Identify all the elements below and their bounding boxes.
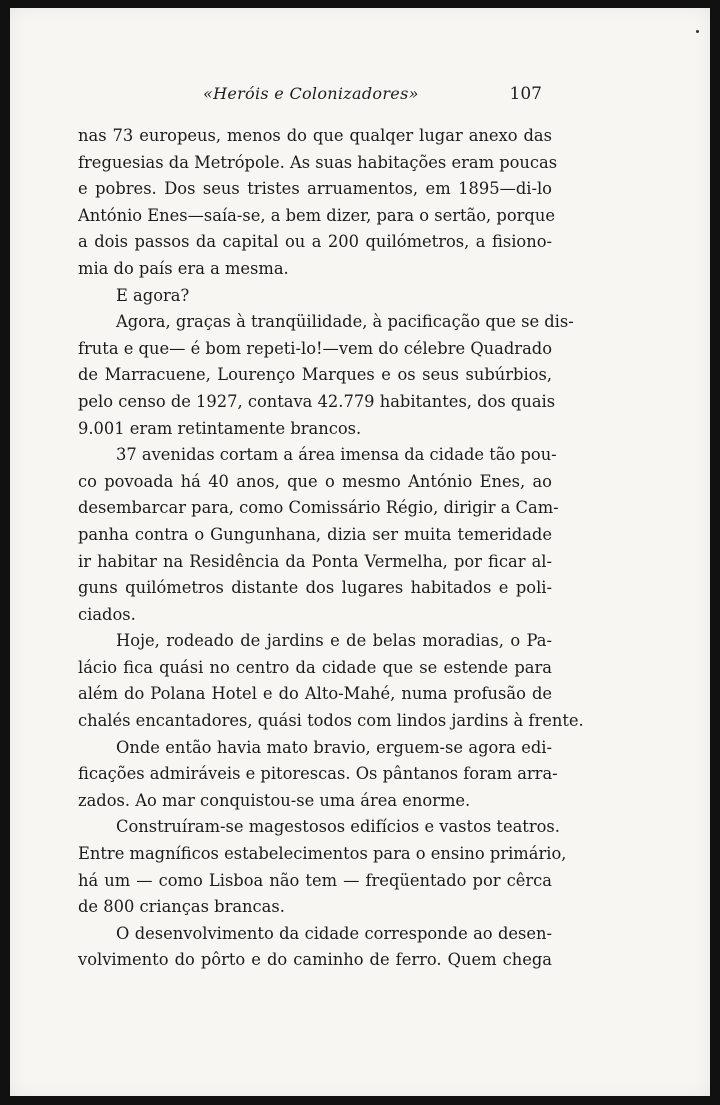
text-line: desembarcar para, como Comissário Régio, dirigir a Cam- [78,498,559,518]
text-line: 9.001 eram retintamente brancos. [78,418,362,438]
text-line: guns quilómetros distante dos lugares habitados e poli- [78,578,552,598]
text-line: fruta e que— é bom repeti-lo!—vem do célebre Quadrado [78,338,552,358]
text-line: panha contra o Gungunhana, dizia ser muita temeridade [78,524,552,544]
text-line: lácio fica quási no centro da cidade que se estende para [78,657,552,677]
text-line: Construíram-se magestosos edifícios e vastos teatros. [116,817,560,837]
text-line: António Enes—saía-se, a bem dizer, para o sertão, porque [78,205,555,225]
running-title: «Heróis e Colonizadores» [203,84,419,103]
text-line: pelo censo de 1927, contava 42.779 habitantes, dos quais [78,391,556,411]
text-line: Agora, graças à tranqüilidade, à pacificação que se dis- [116,312,574,332]
text-line: Hoje, rodeado de jardins e de belas moradias, o Pa- [116,631,552,651]
text-line: 37 avenidas cortam a área imensa da cidade tão pou- [116,445,557,465]
running-head [78,84,548,110]
text-line: e pobres. Dos seus tristes arruamentos, em 1895—di-lo [78,179,552,199]
page-number: 107 [509,84,542,104]
text-line: freguesias da Metrópole. As suas habitações eram poucas [78,152,558,172]
text-line: Onde então havia mato bravio, erguem-se agora edi- [116,737,552,757]
body-text [78,123,584,974]
text-line: de Marracuene, Lourenço Marques e os seus subúrbios, [78,365,552,385]
text-line: volvimento do pôrto e do caminho de ferro. Quem chega [78,950,552,970]
text-line: nas 73 europeus, menos do que qualqer lugar anexo das [78,126,552,145]
text-line: há um — como Lisboa não tem — freqüentado por cêrca [78,870,552,890]
text-line: mia do país era a mesma. [78,258,289,278]
text-line: ciados. [78,604,136,624]
text-line: ficações admiráveis e pitorescas. Os pântanos foram arra- [78,764,558,784]
text-line: zados. Ao mar conquistou-se uma área enorme. [78,790,471,810]
text-line: ir habitar na Residência da Ponta Vermelha, por ficar al- [78,551,552,571]
text-line: Entre magníficos estabelecimentos para o ensino primário, [78,844,567,864]
dust-speck [696,30,699,33]
text-line: além do Polana Hotel e do Alto-Mahé, numa profusão de [78,684,552,704]
text-line: co povoada há 40 anos, que o mesmo António Enes, ao [78,471,552,491]
text-line: O desenvolvimento da cidade corresponde ao desen- [116,923,552,943]
text-line: E agora? [116,285,190,305]
text-line: chalés encantadores, quási todos com lindos jardins à frente. [78,711,584,731]
text-line: a dois passos da capital ou a 200 quilómetros, a fisiono- [78,232,552,252]
text-line: de 800 crianças brancas. [78,897,285,917]
